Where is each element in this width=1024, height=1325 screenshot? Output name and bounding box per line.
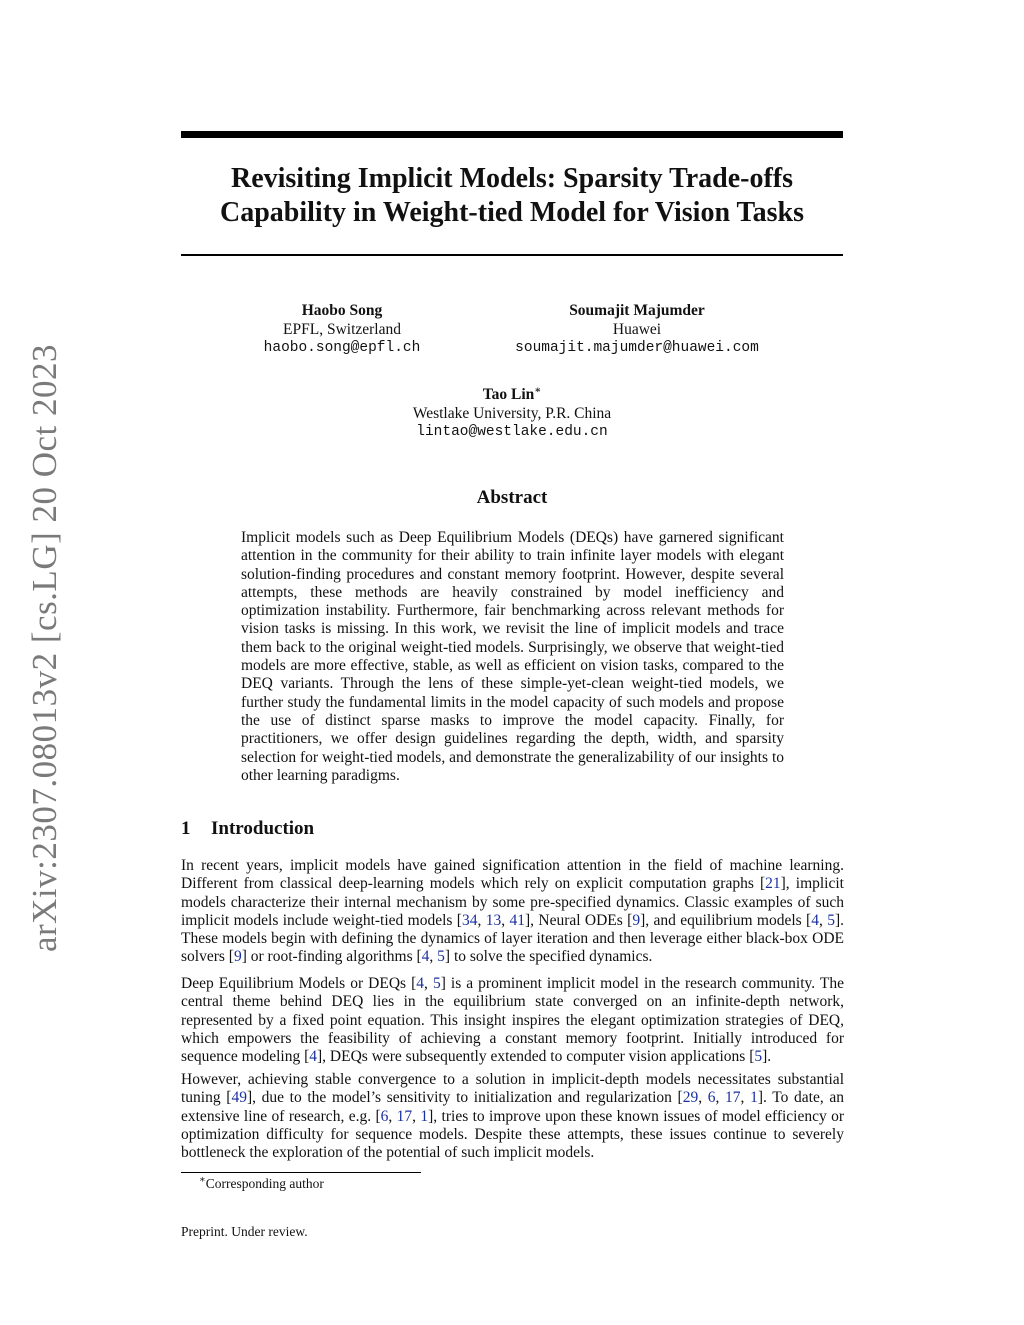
citation-link[interactable]: 1 [750,1089,758,1107]
author-name: Haobo Song [301,302,383,319]
citation-link[interactable]: 9 [632,911,641,929]
arxiv-identifier: arXiv:2307.08013v2 [cs.LG] 20 Oct 2023 [25,343,64,953]
footnote-marker[interactable]: ∗ [534,384,542,396]
citation-link[interactable]: 6 [707,1089,716,1107]
author-name: Soumajit Majumder [569,302,705,319]
abstract-text: Implicit models such as Deep Equilibrium Models (DEQs) have garnered significant attention in the community for their ability to train infinite layer models with elegant solution-finding procedures and constant memory footprint. However, despite several attempts, these methods are heavily constrained by model inefficiency and optimization instability. Furthermore, fair benchmarking across relevant methods for vision tasks is missing. In this work, we revisit the line of implicit models and trace them back to the original weight-tied models. Surprisingly, we observe that weight-tied models are more effective, stable, as well as efficient on vision tasks, compared to the DEQ variants. Through the lens of these simple-yet-clean weight-tied models, we further study the fundamental limits in the model capacity of such models and propose the use of distinct sparse masks to improve the model capacity. Finally, for practitioners, we offer design guidelines regarding the depth, width, and sparsity selection for weight-tied models, and demonstrate the generalizability of our insights to other learning paradigms. [241,529,784,784]
author-block-2 [487,301,787,358]
citation-link[interactable]: 29 [682,1089,699,1107]
citation-link[interactable]: 17 [725,1089,741,1107]
section-number: 1 [181,818,191,839]
citation-link[interactable]: 5 [437,948,445,966]
title-line-1: Revisiting Implicit Models: Sparsity Trade-offs [230,163,794,194]
citation-link[interactable]: 5 [754,1048,763,1066]
citation-link[interactable]: 4 [309,1048,318,1066]
title-bottom-rule [181,254,843,256]
author-affiliation: EPFL, Switzerland [283,321,401,338]
citation-link[interactable]: 13 [485,911,502,929]
citation-link[interactable]: 6 [380,1107,389,1125]
paper-title [181,162,843,230]
section-title: Introduction [211,818,315,839]
title-line-2: Capability in Weight-tied Model for Vision Tasks [220,197,804,228]
citation-link[interactable]: 21 [765,875,781,893]
citation-link[interactable]: 9 [233,948,242,966]
author-block-3 [362,385,662,442]
section-heading [181,818,314,840]
author-name [362,385,662,404]
author-affiliation: Westlake University, P.R. China [412,405,612,422]
citation-link[interactable]: 17 [396,1107,413,1125]
citation-link[interactable]: 5 [827,911,835,929]
footnote-rule [181,1172,421,1173]
author-email[interactable]: lintao@westlake.edu.cn [416,424,608,440]
title-top-rule [181,131,843,138]
footnote-text: Corresponding author [205,1176,324,1191]
abstract-heading: Abstract [476,487,548,508]
citation-link[interactable]: 34 [461,911,478,929]
citation-link[interactable]: 5 [432,975,441,992]
footnote-marker: ∗ [199,1174,206,1186]
citation-link[interactable]: 4 [416,975,425,992]
paragraph: Deep Equilibrium Models or DEQs [4, 5] is a prominent implicit model in the research community. The central theme behind DEQ lies in the equilibrium state converged on an infinite-depth network, represented by a fixed point equation. This insight inspires the elegant optimization strategies of DEQ, which empowers the feasibility of achieving a constant memory footprint. Initially introduced for sequence modeling [4], DEQs were subsequently extended to computer vision applications [5]. [181,975,845,1066]
page-footer: Preprint. Under review. [181,1224,308,1239]
footnote [199,1176,324,1192]
paragraph: However, achieving stable convergence to a solution in implicit-depth models necessitates substantial tuning [49], due to the model’s sensitivity to initialization and regularization [29, 6, 17, 1]. To date, an extensive line of research, e.g. [6, 17, 1], tries to improve upon these known issues of model efficiency or optimization difficulty for sequence models. Despite these attempts, these issues continue to severely bottleneck the exploration of the potential of such implicit models. [181,1071,845,1162]
author-email[interactable]: haobo.song@epfl.ch [263,340,421,356]
author-email[interactable]: soumajit.majumder@huawei.com [515,340,759,356]
paragraph: In recent years, implicit models have gained signification attention in the field of machine learning. Different from classical deep-learning models which rely on explicit computation graphs [21], implicit models characterize their internal mechanism by some pre-specified dynamics. Classic examples of such implicit models include weight-tied models [34, 13, 41], Neural ODEs [9], and equilibrium models [4, 5]. These models begin with defining the dynamics of layer iteration and then leverage either black-box ODE solvers [9] or root-finding algorithms [4, 5] to solve the specified dynamics. [181,857,845,966]
citation-link[interactable]: 1 [420,1107,429,1125]
citation-link[interactable]: 41 [509,911,525,929]
citation-link[interactable]: 4 [811,911,819,929]
author-affiliation: Huawei [612,321,662,338]
author-block-1 [222,301,462,358]
author-name-text: Tao Lin [482,386,535,403]
citation-link[interactable]: 49 [231,1089,247,1107]
citation-link[interactable]: 4 [421,948,430,966]
